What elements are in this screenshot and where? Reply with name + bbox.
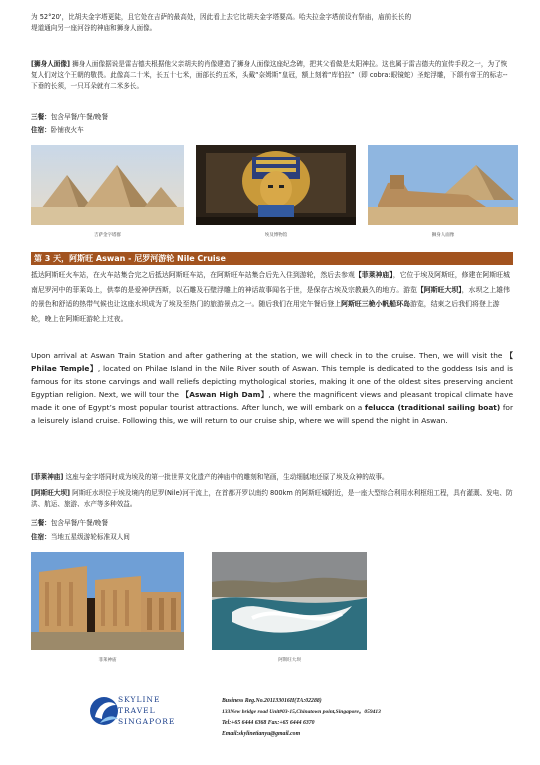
en-text: for a leisurely island cruise. Following this, we will return to our cruise ship, where we will spend the night in Aswan. <box>31 403 513 425</box>
pyramid-text-line1: 为 52°20'，比胡夫金字塔更陡，且它处在吉萨的最高处，因此看上去它比胡夫金字塔要高。哈夫拉金字塔前设有祭庙，庙前长长的 <box>31 13 412 21</box>
philae-temple-en: 【 Philae Temple】 <box>31 351 513 373</box>
cn-text: ，它位于埃及阿斯旺，修建在阿斯旺城南尼罗河中的菲莱岛上，供奉的是爱神伊西斯，以石雕及石壁浮雕上的神话故事闻名于世，是保存古埃及宗教最久的地方。游览 <box>31 271 510 294</box>
philae-temple-photo <box>31 552 184 663</box>
pyramid-text-line2: 堤道通向另一座河谷的神庙和狮身人面像。 <box>31 24 157 32</box>
philae-note <box>31 472 513 483</box>
photo-caption: 阿斯旺大坝 <box>278 658 301 663</box>
day3-english-text <box>31 349 513 427</box>
museum-photo <box>196 145 356 238</box>
company-name-line3: SINGAPORE <box>118 717 176 726</box>
day2-paragraph-end <box>31 12 513 34</box>
photo-caption: 埃及博物馆 <box>264 233 288 238</box>
lodging-label: 住宿： <box>31 533 51 541</box>
photo-caption: 狮身人面像 <box>431 233 455 238</box>
cn-text: 抵达阿斯旺火车站，在火车站集合完之后抵达阿斯旺车站，在阿斯旺车站集合后先入住到游轮，然后去参观 <box>31 271 355 279</box>
email-address[interactable]: Email:skylinetianyu@gmail.com <box>222 731 301 737</box>
cn-text: 游览，结束之后我们将登上游轮，晚上在阿斯旺游轮上过夜。 <box>31 300 500 323</box>
felucca-highlight: 阿斯旺三桅小帆船环岛 <box>341 300 410 308</box>
aswan-dam-en: 【Aswan High Dam】 <box>181 390 269 399</box>
company-name-line2: TRAVEL <box>118 706 156 715</box>
en-text: , where the magnificent views and pleasant tropical climate have made it one of Egypt’s most popular tourist attractions. After lunch, we will embark on a <box>31 390 513 412</box>
sphinx-text: 狮身人面像据说是雷吉德夫根据他父亲胡夫的肖像建造了狮身人面像这座纪念碑，把其父看做是太阳神拉。这也属于雷吉德夫的宣传手段之一，为了恢复人们对这个王朝的敬畏。此像高二十米，长五十七米，面部长约五米，头戴“奈姆斯”皇冠，额上刻着“库伯拉”（即 cobra:眼镜蛇）圣蛇浮雕，下颌有帝王的标志--下垂的长须，一只耳朵就有二米多长。 <box>31 60 508 90</box>
sphinx-label: [狮身人面像] <box>31 60 70 68</box>
sphinx-description <box>31 59 513 92</box>
en-text: Upon arrival at Aswan Train Station and after gathering at the station, we will check in to the cruise. Then, we will visit the <box>31 351 506 360</box>
meals-value: 包含早餐/午餐/晚餐 <box>50 519 108 527</box>
business-reg: Business Reg.No.201133016H(TA:02288) <box>222 698 322 704</box>
day2-meals <box>31 112 513 123</box>
felucca-en: felucca (traditional sailing boat) <box>364 403 501 412</box>
company-name-line1: SKYLINE <box>118 695 161 704</box>
pyramids-photo <box>31 145 184 238</box>
lodging-label: 住宿： <box>31 126 51 134</box>
top-photo-row <box>31 145 518 238</box>
day3-lodging <box>31 532 513 543</box>
dam-note-label: [阿斯旺大坝] <box>31 489 70 497</box>
dam-note <box>31 488 513 510</box>
lodging-value: 当地五星级游轮标准双人间 <box>50 533 130 541</box>
philae-note-label: [菲莱神庙] <box>31 473 64 481</box>
en-text: , located on Philae Island in the Nile River south of Aswan. This temple is dedicated to the goddess Isis and is famous for its stone carvings and wall reliefs depicting mythological stories, making it one of the oldest sites preserving ancient Egyptian religion. Next, we will tour the <box>31 364 513 399</box>
meals-label: 三餐： <box>31 519 51 527</box>
day-title: 第 3 天，阿斯旺 Aswan - 尼罗河游轮 Nile Cruise <box>34 254 226 263</box>
philae-temple-highlight: 【菲莱神庙】 <box>354 271 393 279</box>
day-banner <box>31 252 513 265</box>
bottom-photo-row <box>31 552 367 663</box>
aswan-dam-highlight: 【阿斯旺大坝】 <box>416 285 462 294</box>
aswan-dam-photo <box>212 552 367 663</box>
phone-fax: Tel:+65 6444 6368 Fax:+65 6444 6370 <box>222 720 315 726</box>
dam-note-text: 阿斯旺水坝位于埃及境内的尼罗(Nile)河干流上，在首都开罗以南约 800km 的阿斯旺城附近，是一座大型综合利用水利枢纽工程，具有灌溉、发电、防洪、航运、旅游、水产等多种效益。 <box>31 489 513 508</box>
cn-text: ，水坝之上雄伟的景色和舒适的热带气候也让这座水坝成为了埃及至热门的旅游景点之一。随后我们在用完午餐后登上 <box>31 285 510 308</box>
philae-note-text: 这座与金字塔同时成为埃及的第一批世界文化遗产的神庙中的雕刻和笔画，生动细腻地还原了埃及众神的故事。 <box>63 473 389 481</box>
meals-value: 包含早餐/午餐/晚餐 <box>50 113 108 121</box>
photo-caption: 吉萨金字塔群 <box>94 233 121 238</box>
day3-chinese-text <box>31 268 513 326</box>
lodging-value: 卧铺夜火车 <box>50 126 84 134</box>
day2-lodging <box>31 125 513 136</box>
address: 133New bridge road Unit#03-15,Chinatown point,Singapore。059413 <box>222 709 381 715</box>
photo-caption: 菲莱神庙 <box>98 658 117 663</box>
sphinx-photo <box>368 145 518 238</box>
meals-label: 三餐： <box>31 113 51 121</box>
day3-meals <box>31 518 513 529</box>
